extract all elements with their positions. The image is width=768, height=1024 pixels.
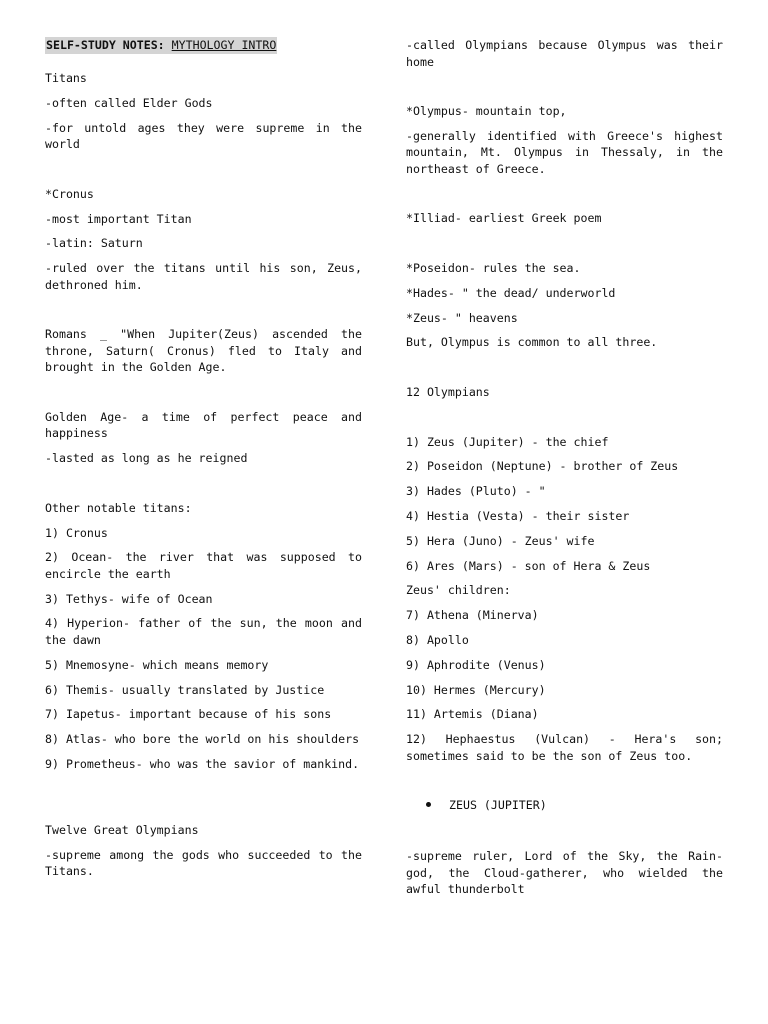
titans-heading: Titans <box>45 71 87 86</box>
illiad-note: *Illiad- earliest Greek poem <box>406 211 602 226</box>
bullet-icon <box>426 802 431 807</box>
golden-age-note-2: -lasted as long as he reigned <box>45 451 248 466</box>
list-item: 3) Hades (Pluto) - " <box>406 484 546 499</box>
romans-note: Romans _ "When Jupiter(Zeus) ascended the throne, Saturn( Cronus) fled to Italy and brought in the Golden Age. <box>45 327 362 375</box>
zeus-note: *Zeus- " heavens <box>406 310 518 325</box>
list-item: 6) Themis- usually translated by Justice <box>45 682 325 697</box>
hades-note: *Hades- " the dead/ underworld <box>406 285 616 300</box>
golden-age-note: Golden Age- a time of perfect peace and happiness <box>45 409 362 441</box>
called-olympians-note: -called Olympians because Olympus was their home <box>406 38 723 69</box>
list-item: 8) Atlas- who bore the world on his shoulders <box>45 732 360 747</box>
cronus-note-3: -ruled over the titans until his son, Zeus, dethroned him. <box>45 261 362 292</box>
list-item: 2) Ocean- the river that was supposed to encircle the earth <box>45 550 362 581</box>
zeus-description: -supreme ruler, Lord of the Sky, the Rain-god, the Cloud-gatherer, who wielded the awful thunderbolt <box>406 849 723 897</box>
list-item: 5) Hera (Juno) - Zeus' wife <box>406 533 595 548</box>
twelve-olympians-note: -supreme among the gods who succeeded to the Titans. <box>45 847 362 879</box>
titans-note-2: -for untold ages they were supreme in the world <box>45 120 362 152</box>
list-item: 7) Athena (Minerva) <box>406 608 539 623</box>
list-item: 4) Hyperion- father of the sun, the moon and the dawn <box>45 616 362 647</box>
right-column <box>406 37 723 906</box>
poseidon-note: *Poseidon- rules the sea. <box>406 261 581 276</box>
olympians-heading: 12 Olympians <box>406 385 490 400</box>
list-item: 10) Hermes (Mercury) <box>406 682 546 697</box>
left-column <box>45 37 362 888</box>
list-item: 1) Zeus (Jupiter) - the chief <box>406 434 609 449</box>
list-item: 7) Iapetus- important because of his sons <box>45 707 332 722</box>
bullet-label: ZEUS (JUPITER) <box>449 798 547 813</box>
cronus-note-1: -most important Titan <box>45 211 192 226</box>
list-item: 6) Ares (Mars) - son of Hera & Zeus <box>406 558 651 573</box>
olympus-heading: *Olympus- mountain top, <box>406 104 567 119</box>
list-item: 4) Hestia (Vesta) - their sister <box>406 509 630 524</box>
list-item: 5) Mnemosyne- which means memory <box>45 657 269 672</box>
olympus-common-note: But, Olympus is common to all three. <box>406 335 658 350</box>
list-item: 3) Tethys- wife of Ocean <box>45 591 213 606</box>
list-item: Zeus' children: <box>406 583 511 598</box>
cronus-note-2: -latin: Saturn <box>45 236 143 251</box>
titans-note-1: -often called Elder Gods <box>45 95 213 110</box>
list-item: 8) Apollo <box>406 633 469 648</box>
list-item: 12) Hephaestus (Vulcan) - Hera's son; sometimes said to be the son of Zeus too. <box>406 732 723 763</box>
other-titans-heading: Other notable titans: <box>45 500 192 515</box>
list-item: 11) Artemis (Diana) <box>406 707 539 722</box>
document-title <box>45 37 362 54</box>
olympus-note: -generally identified with Greece's highest mountain, Mt. Olympus in Thessaly, in the northeast of Greece. <box>406 128 723 176</box>
list-item: 1) Cronus <box>45 525 108 540</box>
list-item: 9) Aphrodite (Venus) <box>406 657 546 672</box>
list-item: 2) Poseidon (Neptune) - brother of Zeus <box>406 459 679 474</box>
twelve-olympians-heading: Twelve Great Olympians <box>45 822 199 837</box>
title-subtitle: MYTHOLOGY INTRO <box>171 38 277 52</box>
list-item: 9) Prometheus- who was the savior of mankind. <box>45 756 360 771</box>
title-highlight <box>45 37 277 54</box>
title-prefix: SELF-STUDY NOTES: <box>46 38 165 52</box>
bullet-item-zeus <box>406 797 723 814</box>
cronus-heading: *Cronus <box>45 186 94 201</box>
